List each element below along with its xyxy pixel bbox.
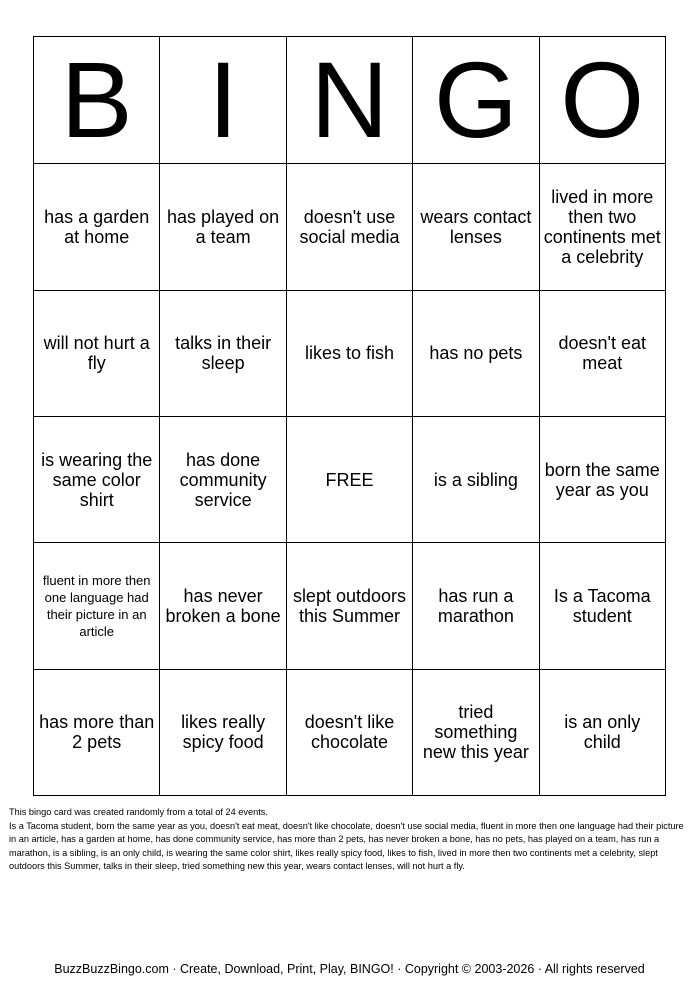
bingo-cell: likes to fish <box>286 290 412 416</box>
bingo-cell: has played on a team <box>160 164 286 290</box>
bingo-row <box>34 669 666 795</box>
bingo-cell: lived in more then two continents met a celebrity <box>539 164 665 290</box>
bingo-cell: tried something new this year <box>413 669 539 795</box>
bingo-cell: has more than 2 pets <box>34 669 160 795</box>
card-info-events: Is a Tacoma student, born the same year as you, doesn't eat meat, doesn't like chocolate, doesn't use social media, fluent in more then one language had their picture in an article, has a garden at home, has done community service, has more than 2 pets, has never broken a bone, has no pets, has played on a team, has run a marathon, is a sibling, is an only child, is wearing the same color shirt, likes really spicy food, likes to fish, lived in more then two continents met a celebrity, slept outdoors this Summer, talks in their sleep, tried something new this year, wears contact lenses, will not hurt a fly. <box>9 820 684 871</box>
header-letter-g: G <box>413 37 539 164</box>
bingo-cell: fluent in more then one language had their picture in an article <box>34 543 160 669</box>
bingo-cell: has no pets <box>413 290 539 416</box>
bingo-cell: doesn't like chocolate <box>286 669 412 795</box>
free-space-cell: FREE <box>286 416 412 542</box>
bingo-cell: likes really spicy food <box>160 669 286 795</box>
bingo-row <box>34 416 666 542</box>
header-letter-o: O <box>539 37 665 164</box>
bingo-cell: talks in their sleep <box>160 290 286 416</box>
bingo-cell: doesn't eat meat <box>539 290 665 416</box>
header-letter-i: I <box>160 37 286 164</box>
bingo-cell: is wearing the same color shirt <box>34 416 160 542</box>
footer-text: BuzzBuzzBingo.com · Create, Download, Print, Play, BINGO! · Copyright © 2003-2026 · All rights reserved <box>54 962 645 976</box>
card-info-summary: This bingo card was created randomly from a total of 24 events. <box>9 807 268 817</box>
bingo-row <box>34 164 666 290</box>
bingo-row <box>34 543 666 669</box>
bingo-cell: has done community service <box>160 416 286 542</box>
bingo-cell: Is a Tacoma student <box>539 543 665 669</box>
bingo-cell: will not hurt a fly <box>34 290 160 416</box>
bingo-cell: is a sibling <box>413 416 539 542</box>
bingo-cell: is an only child <box>539 669 665 795</box>
header-letter-b: B <box>34 37 160 164</box>
bingo-cell: has run a marathon <box>413 543 539 669</box>
bingo-cell: has a garden at home <box>34 164 160 290</box>
bingo-card <box>33 36 666 796</box>
bingo-cell: born the same year as you <box>539 416 665 542</box>
bingo-row <box>34 290 666 416</box>
bingo-header-row <box>34 37 666 164</box>
bingo-cell: wears contact lenses <box>413 164 539 290</box>
card-info <box>9 806 687 874</box>
header-letter-n: N <box>286 37 412 164</box>
bingo-cell: slept outdoors this Summer <box>286 543 412 669</box>
bingo-cell: has never broken a bone <box>160 543 286 669</box>
bingo-cell: doesn't use social media <box>286 164 412 290</box>
